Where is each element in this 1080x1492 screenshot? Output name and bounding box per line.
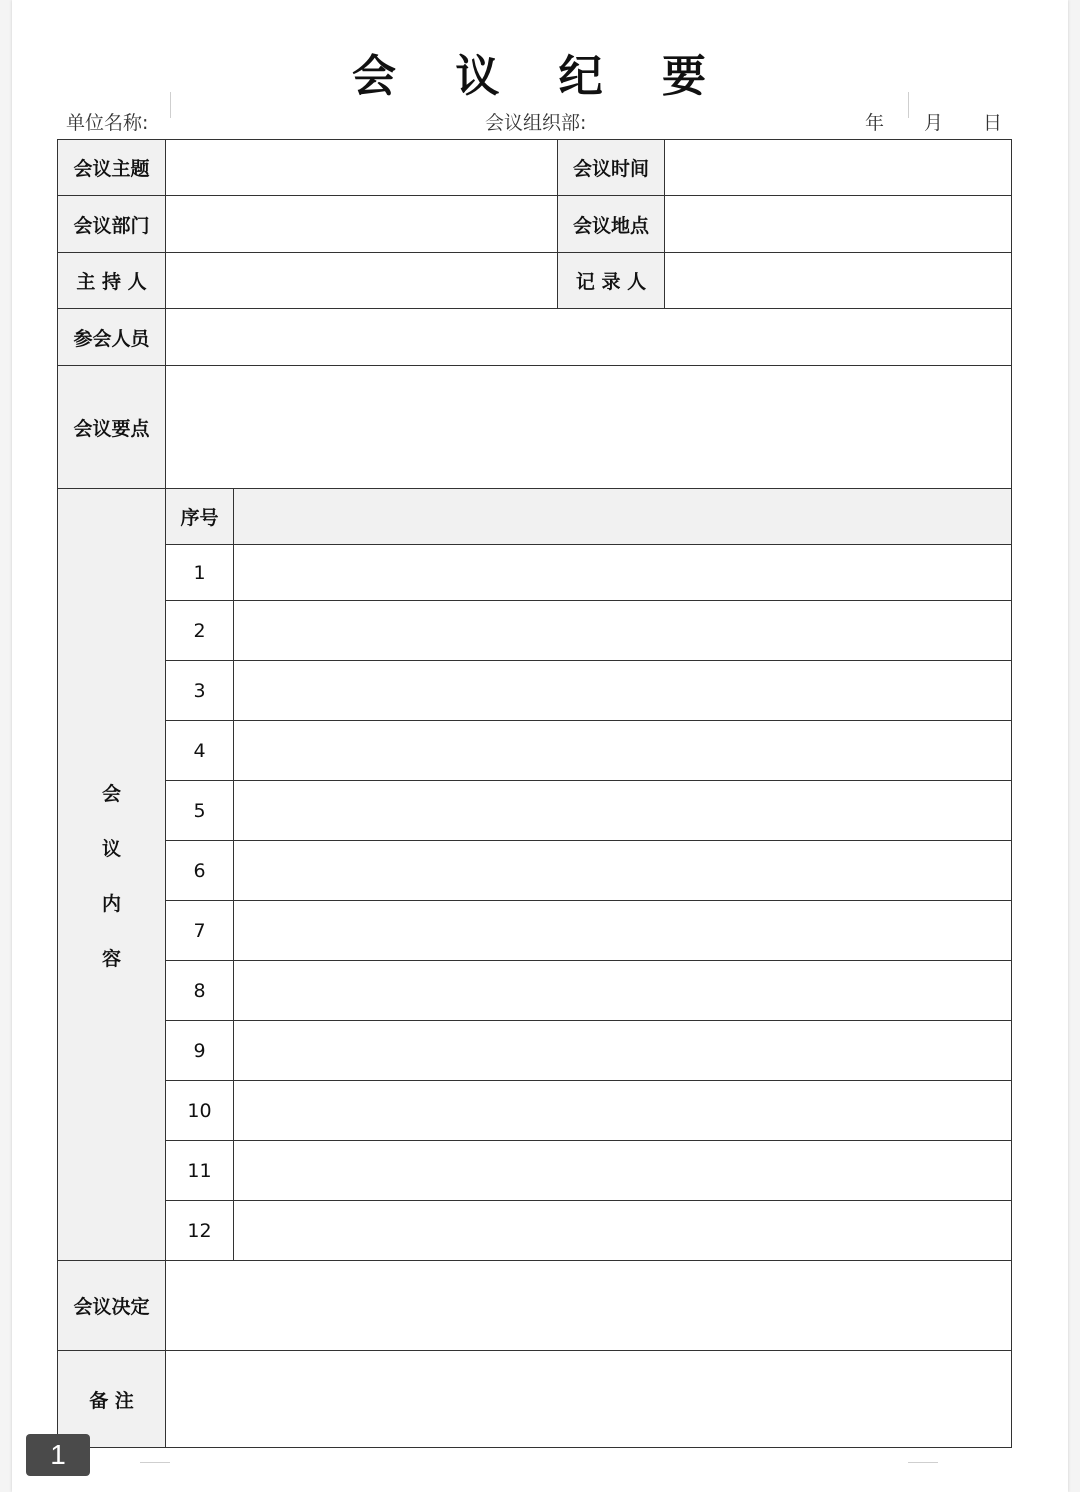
sequence-number: 4 [166,721,234,781]
crop-mark [908,1462,938,1463]
content-row [58,661,1012,721]
month-label: 月 [924,112,944,134]
meeting-content-label [58,489,166,1261]
day-label: 日 [983,112,1003,134]
minutes-form-table [57,139,1012,1448]
recorder-label: 记 录 人 [558,253,665,309]
unit-name-label: 单位名称: [66,112,149,134]
crop-mark [140,1462,170,1463]
content-char: 议 [101,837,121,860]
host-field[interactable] [166,253,558,309]
location-field[interactable] [665,196,1012,253]
form-row [58,1351,1012,1448]
sequence-number: 8 [166,961,234,1021]
content-field[interactable] [234,545,1012,601]
sequence-number: 2 [166,601,234,661]
content-field[interactable] [234,901,1012,961]
sequence-number: 11 [166,1141,234,1201]
year-label: 年 [865,112,885,134]
content-row [58,961,1012,1021]
content-field[interactable] [234,781,1012,841]
key-points-label: 会议要点 [58,366,166,489]
content-row [58,901,1012,961]
content-char: 内 [101,892,121,915]
attendees-field[interactable] [166,309,1012,366]
content-char: 会 [101,782,121,805]
content-field[interactable] [234,1021,1012,1081]
page-number-badge: 1 [26,1434,90,1476]
subject-field[interactable] [166,140,558,196]
content-row [58,781,1012,841]
form-row [58,253,1012,309]
content-row [58,1201,1012,1261]
content-row [58,721,1012,781]
content-row [58,1141,1012,1201]
remarks-label: 备 注 [58,1351,166,1448]
content-field[interactable] [234,1141,1012,1201]
content-field[interactable] [234,1081,1012,1141]
sequence-number: 5 [166,781,234,841]
content-field[interactable] [234,661,1012,721]
form-row [58,1261,1012,1351]
content-row [58,841,1012,901]
sequence-number: 10 [166,1081,234,1141]
sequence-number: 7 [166,901,234,961]
document-title: 会 议 纪 要 [352,51,728,102]
department-label: 会议部门 [58,196,166,253]
department-field[interactable] [166,196,558,253]
content-row [58,1081,1012,1141]
content-field[interactable] [234,601,1012,661]
organizer-label: 会议组织部: [485,112,587,134]
form-row [58,196,1012,253]
sequence-number: 1 [166,545,234,601]
content-header-cell [234,489,1012,545]
content-header-row [58,489,1012,545]
sequence-header: 序号 [166,489,234,545]
decision-label: 会议决定 [58,1261,166,1351]
content-field[interactable] [234,841,1012,901]
time-label: 会议时间 [558,140,665,196]
content-field[interactable] [234,1201,1012,1261]
sequence-number: 12 [166,1201,234,1261]
location-label: 会议地点 [558,196,665,253]
sequence-number: 6 [166,841,234,901]
attendees-label: 参会人员 [58,309,166,366]
content-field[interactable] [234,721,1012,781]
host-label: 主 持 人 [58,253,166,309]
time-field[interactable] [665,140,1012,196]
key-points-field[interactable] [166,366,1012,489]
sequence-number: 3 [166,661,234,721]
form-row [58,309,1012,366]
content-row [58,601,1012,661]
subject-label: 会议主题 [58,140,166,196]
decision-field[interactable] [166,1261,1012,1351]
content-char: 容 [101,947,121,970]
form-row [58,366,1012,489]
sequence-number: 9 [166,1021,234,1081]
form-row [58,140,1012,196]
recorder-field[interactable] [665,253,1012,309]
content-row [58,1021,1012,1081]
content-field[interactable] [234,961,1012,1021]
content-row [58,545,1012,601]
remarks-field[interactable] [166,1351,1012,1448]
